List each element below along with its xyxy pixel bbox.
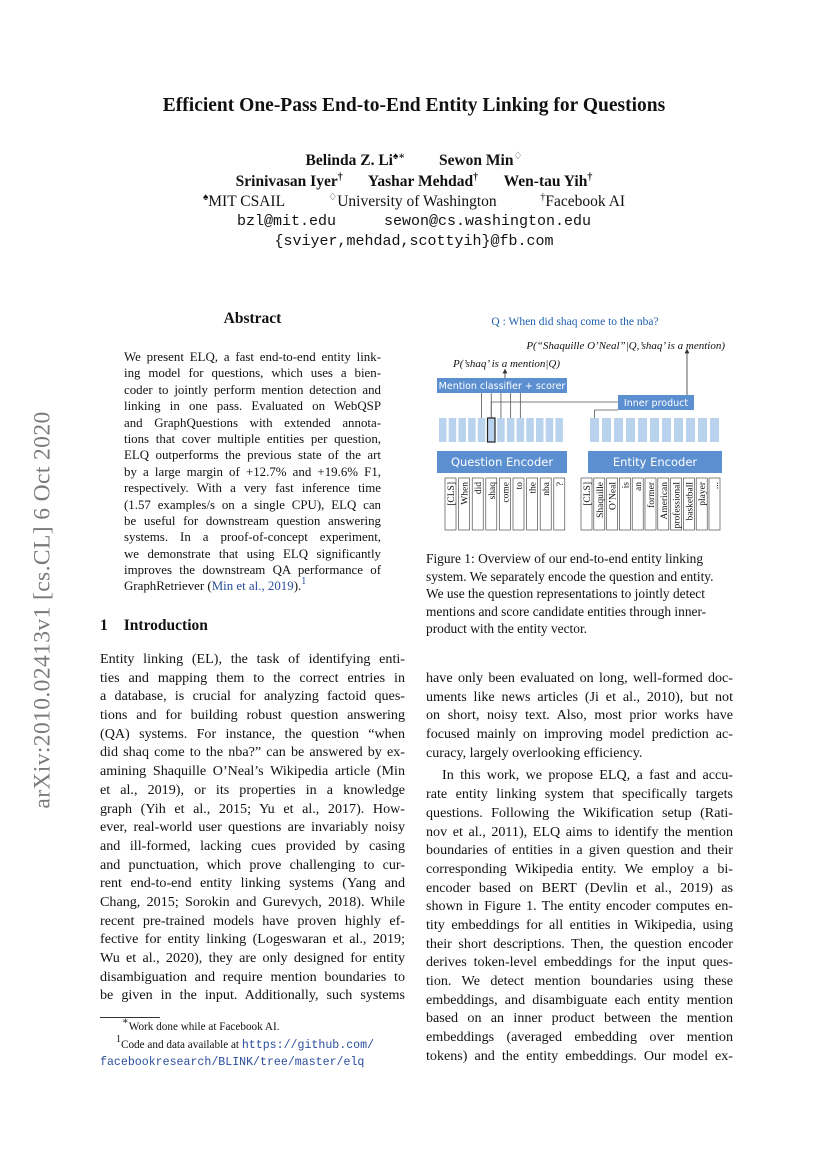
input-token-label: nba: [542, 482, 553, 496]
abstract-body: [124, 349, 381, 595]
caption-line: product with the entity vector.: [426, 621, 588, 637]
text-line: have only been evaluated on long, well-formed doc-: [426, 670, 733, 686]
author-mark: †: [473, 172, 479, 183]
input-token-label: [CLS]: [583, 482, 593, 506]
input-token-label: shaq: [487, 482, 498, 500]
input-token-label: American: [659, 482, 670, 520]
question-token-embedding: [488, 418, 496, 442]
text-line: tity embeddings for all entities in Wikipedia, using: [426, 916, 733, 933]
input-token-label: to: [515, 482, 525, 490]
entity-token-embedding: [602, 418, 611, 442]
section-heading: 1 Introduction: [100, 617, 208, 634]
text-line: We present ELQ, a fast end-to-end entity link-: [124, 350, 381, 364]
text-line: ties and mapping them to the correct entries in: [100, 669, 405, 686]
affiliation-mark: †: [540, 192, 546, 203]
question-token-embedding: [478, 418, 486, 442]
text-line: curacy, largely overlooking efficiency.: [426, 744, 643, 761]
email[interactable]: bzl@mit.edu: [236, 213, 336, 230]
text-line: linking in one pass. Evaluated on WebQSP: [124, 399, 381, 414]
text-line: improves the downstream QA performance of: [124, 563, 381, 578]
text-line: (QA) systems. For instance, the question “when: [100, 725, 405, 742]
entity-token-embedding: [698, 418, 707, 442]
entity-token-embedding: [590, 418, 599, 442]
text-line: Entity linking (EL), the task of identifying enti-: [100, 651, 405, 667]
text-line: tokens) and the entity embeddings. Our model ex-: [426, 1047, 733, 1064]
code-link-continued[interactable]: facebookresearch/BLINK/tree/master/elq: [100, 1055, 365, 1069]
input-token-label: player: [698, 482, 709, 506]
mention-probability: P(’shaq’ is a mention|Q): [453, 358, 561, 370]
text-line: and ill-formed, lacking cues provided by casing: [100, 837, 405, 854]
input-token-label: is: [621, 482, 632, 489]
text-line: questions. Following the Wikification setup (Rati-: [426, 804, 733, 821]
entity-token-embedding: [650, 418, 659, 442]
text-line: by a large margin of +12.7% and +19.6% F1,: [124, 464, 381, 479]
author-name: Belinda Z. Li: [305, 152, 393, 169]
intro-right-column: [426, 669, 733, 1065]
email[interactable]: sewon@cs.washington.edu: [384, 213, 592, 230]
affiliation: University of Washington: [337, 193, 497, 210]
footnote-ref[interactable]: 1: [301, 576, 307, 588]
text-line: derives token-level embeddings for the input ques-: [426, 954, 733, 971]
question-token-embedding: [468, 418, 476, 442]
input-token-label: the: [528, 482, 539, 494]
mention-classifier-label: Mention classifier + scorer: [438, 381, 566, 392]
text-line: encoder based on BERT (Devlin et al., 2019) as: [426, 879, 733, 896]
email-line-2[interactable]: {sviyer,mehdad,scottyih}@fb.com: [274, 233, 554, 250]
author-line-2: [0, 171, 828, 192]
footnote-1: ∗Work done while at Facebook AI.: [122, 1016, 280, 1033]
text-line: amining Shaquille O’Neal’s Wikipedia article (Min: [100, 763, 405, 780]
input-token-label: [CLS]: [447, 482, 457, 506]
text-line: ELQ outperforms the previous state of the art: [124, 448, 381, 463]
text-line: rate entity linking system that specifically targets: [426, 786, 733, 803]
question-encoder-label: Question Encoder: [450, 455, 554, 469]
author-name: Yashar Mehdad: [367, 173, 474, 190]
text-line: be useful for downstream question answering: [124, 513, 381, 528]
affiliation-line: [0, 191, 828, 212]
text-line: tion. We detect mention boundaries using these: [426, 973, 733, 989]
input-token-label: ...: [711, 482, 721, 490]
code-link[interactable]: https://github.com/: [241, 1038, 375, 1052]
affiliation-mark: ♠: [202, 192, 209, 203]
text-line: and punctuation, which prove challenging to cur-: [100, 856, 405, 873]
architecture-diagram: [425, 310, 735, 545]
text-line: ever, real-world user questions are invariably noisy: [100, 819, 405, 836]
entity-token-embedding: [626, 418, 635, 442]
connector-line: [595, 410, 619, 418]
figure-question: Q : When did shaq come to the nba?: [491, 316, 659, 328]
text-line: based on an inner product between the mention: [426, 1010, 733, 1027]
text-line: recent pre-trained models have proven highly ef-: [100, 912, 405, 929]
question-token-embedding: [536, 418, 544, 442]
entity-token-embedding: [686, 418, 695, 442]
text-line: embeddings (averaged embedding over mention: [426, 1029, 733, 1046]
caption-line: We use the question representations to jointly detect: [426, 586, 705, 602]
text-line: fective for entity linking (Logeswaran et al., 2019;: [100, 931, 405, 948]
text-line: on short, noisy text. Also, most prior works have: [426, 707, 733, 724]
inner-product-label: Inner product: [623, 398, 689, 409]
abstract-heading: Abstract: [223, 310, 282, 327]
intro-left-column: [100, 650, 405, 1005]
author-line-1: [0, 150, 828, 171]
input-token-label: O’Neal: [608, 482, 619, 510]
question-token-embedding: [439, 418, 447, 442]
input-token-label: ?: [555, 482, 566, 487]
entity-probability: P(“Shaquille O’Neal”|Q,’shaq’ is a mention): [526, 340, 725, 352]
text-line: corresponding Wikipedia entity. We employ a bi-: [426, 860, 733, 877]
entity-token-embedding: [638, 418, 647, 442]
question-token-embedding: [555, 418, 563, 442]
entity-token-embedding: [674, 418, 683, 442]
entity-encoder-label: Entity Encoder: [612, 455, 698, 469]
text-line: ing model for questions, which uses a bien-: [124, 366, 381, 381]
figure-caption: [426, 550, 733, 638]
arxiv-id: arXiv:2010.02413v1 [cs.CL] 6 Oct 2020: [29, 411, 56, 809]
question-token-embedding: [546, 418, 554, 442]
input-token-label: basketball: [685, 482, 696, 521]
footnote-2: $^1$Code and data available at https://github.com/: [116, 1033, 375, 1052]
question-token-embedding: [526, 418, 534, 442]
text-line: coder to jointly perform mention detection and: [124, 382, 381, 397]
input-token-label: an: [634, 482, 645, 491]
entity-token-embedding: [710, 418, 719, 442]
text-line: graph (Yih et al., 2015; Yu et al., 2017). How-: [100, 800, 405, 817]
text-line: In this work, we propose ELQ, a fast and accu-: [442, 767, 733, 784]
text-line: did shaq come to the nba?” can be answered by ex-: [100, 744, 405, 761]
input-token-label: When: [460, 482, 471, 505]
text-line: a database, is crucial for analyzing factoid ques-: [100, 688, 405, 705]
entity-token-embedding: [614, 418, 623, 442]
text-line: their short descriptions. Then, the question encoder: [426, 935, 733, 952]
question-token-embedding: [449, 418, 457, 442]
text-line: embeddings, and disambiguate each entity mention: [426, 991, 733, 1008]
affiliation: MIT CSAIL: [208, 193, 285, 210]
citation-link[interactable]: Min et al., 2019: [211, 579, 294, 594]
author-mark: †: [587, 172, 593, 183]
text-line: systems. In a proof-of-concept experiment,: [124, 530, 381, 545]
text-line: focused mainly on improving model prediction ac-: [426, 726, 733, 743]
text-line: we demonstrate that using ELQ significantly: [124, 546, 381, 561]
paper-title: Efficient One-Pass End-to-End Entity Linking for Questions: [162, 95, 666, 116]
caption-line: mentions and score candidate entities through inner-: [426, 603, 707, 619]
caption-line: Figure 1: Overview of our end-to-end entity linking: [426, 551, 704, 566]
text-line: and GraphQuestions with extended annota-: [124, 415, 381, 430]
text-line: respectively. With a very fast inference time: [124, 481, 381, 496]
text-line: boundaries of entities in a given question and their: [426, 842, 733, 859]
text-line: tions that cover multiple entities per question,: [124, 431, 381, 446]
text-line: nov et al., 2011), ELQ aims to identify the mention: [426, 823, 733, 840]
affiliation-mark: ♢: [328, 192, 338, 203]
author-name: Wen-tau Yih: [503, 173, 588, 190]
author-name: Srinivasan Iyer: [235, 173, 338, 190]
arxiv-stamp: [22, 370, 64, 850]
text-line: be given in the input. Additionally, such systems: [100, 987, 405, 1004]
input-token-label: come: [501, 482, 512, 503]
footnote-rule: [100, 1017, 160, 1018]
figure-1: [425, 310, 735, 545]
email-line-1: [0, 211, 828, 232]
author-name: Sewon Min: [438, 152, 514, 169]
caption-line: system. We separately encode the question and entity.: [426, 568, 714, 584]
author-mark: ♢: [513, 151, 523, 162]
text-line: disambiguation and require mention boundaries to: [100, 968, 405, 985]
question-token-embedding: [497, 418, 505, 442]
input-token-label: did: [474, 482, 485, 495]
footnotes: [100, 1016, 410, 1070]
question-token-embedding: [458, 418, 466, 442]
question-token-embedding: [507, 418, 515, 442]
text-line: tions and for building robust question answering: [100, 707, 405, 724]
author-mark: †: [337, 172, 343, 183]
text-line: rent end-to-end entity linking systems (Yang and: [100, 875, 405, 892]
input-token-label: professional: [672, 482, 683, 529]
affiliation: Facebook AI: [545, 193, 626, 210]
text-line: uments like news articles (Ji et al., 2010), but not: [426, 688, 733, 705]
text-line: (1.57 examples/s on a single CPU), ELQ can: [124, 497, 381, 512]
question-token-embedding: [517, 418, 525, 442]
text-line: Wu et al., 2020), they are only designed for entity: [100, 950, 405, 966]
author-mark: ♠∗: [392, 151, 406, 162]
input-token-label: Shaquille: [595, 482, 606, 518]
entity-token-embedding: [662, 418, 671, 442]
text-line: et al., 2019), or its properties in a knowledge: [100, 781, 405, 798]
text-line: Chang, 2015; Sorokin and Gurevych, 2018). While: [100, 893, 405, 910]
input-token-label: former: [647, 482, 657, 508]
abstract-last-line: GraphRetriever (Min et al., 2019).$^1$: [124, 576, 307, 594]
text-line: shown in Figure 1. The entity encoder computes en-: [426, 898, 733, 915]
